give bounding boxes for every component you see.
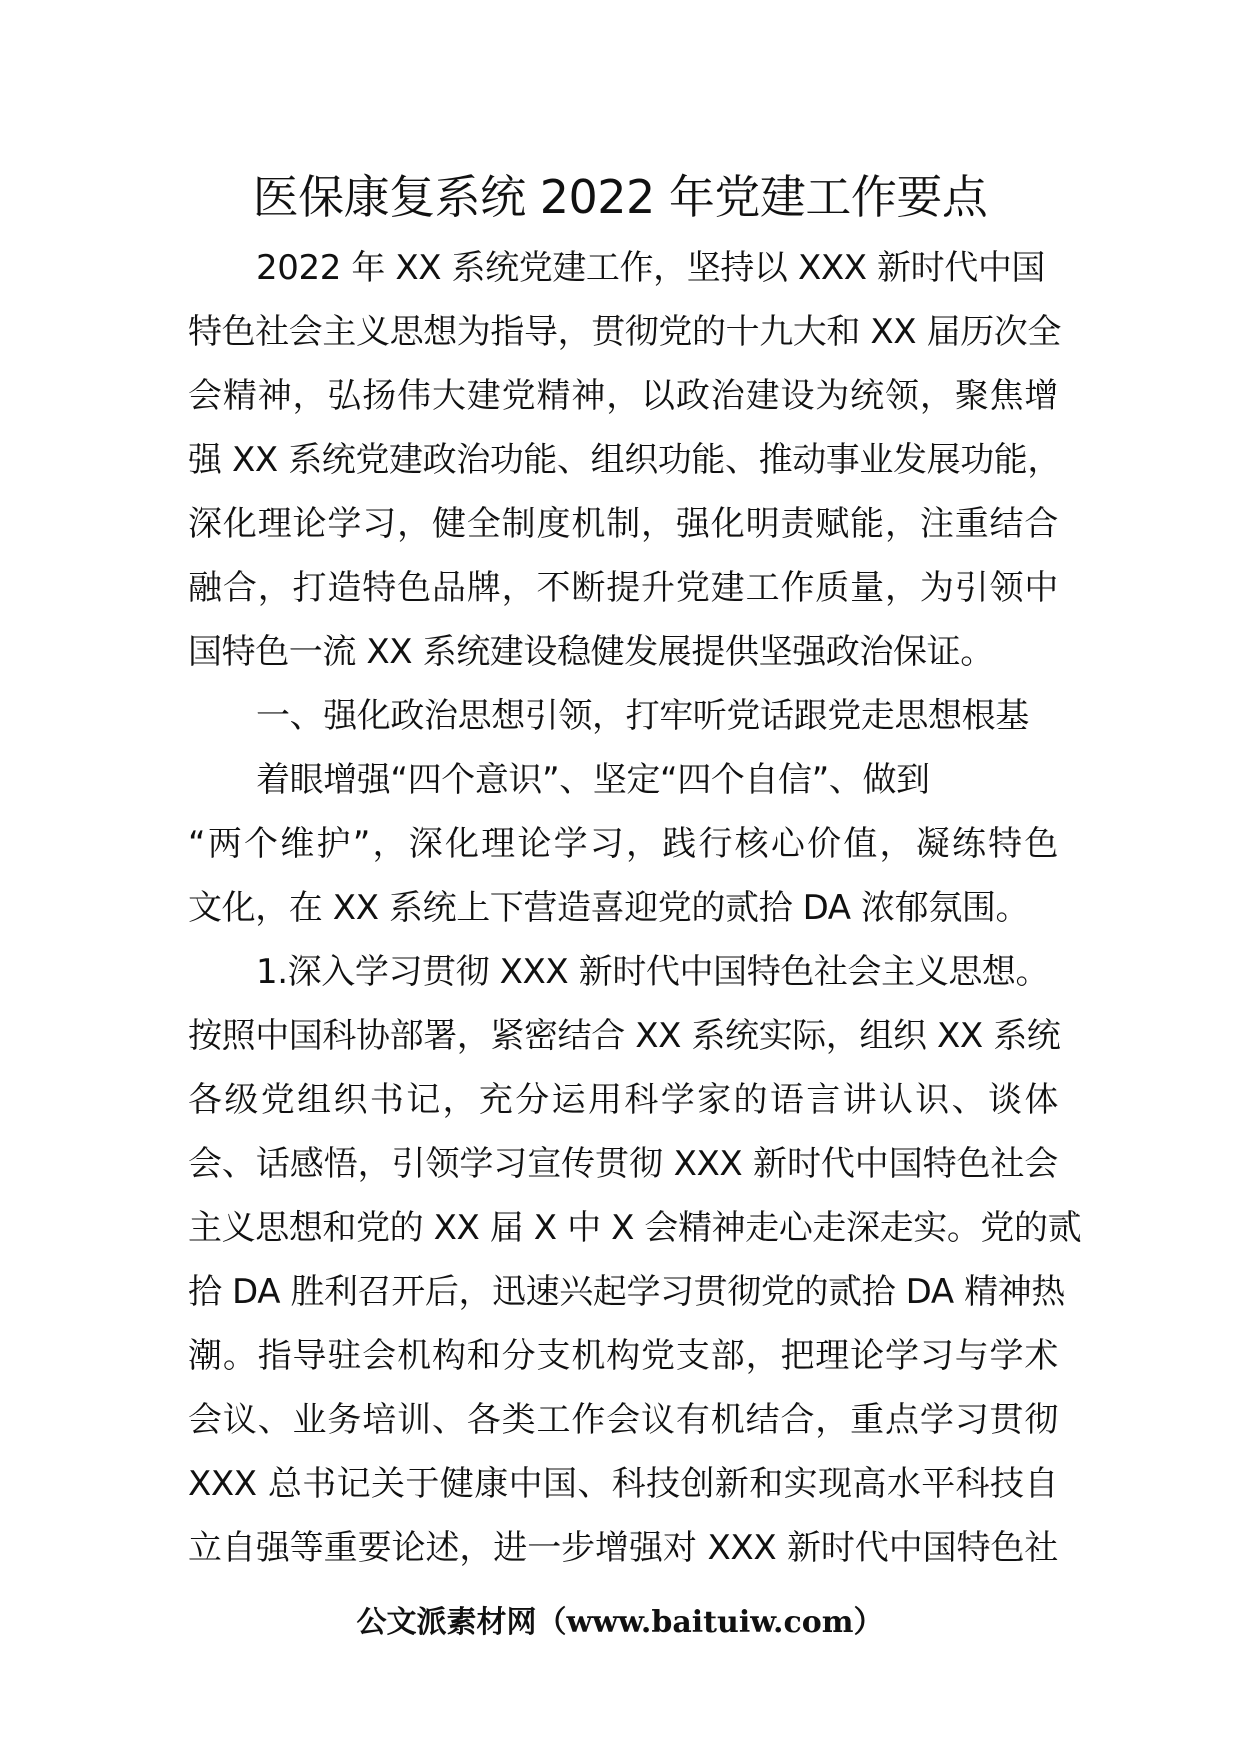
document-title: 医保康复系统 2022 年党建工作要点 [252, 170, 988, 224]
body-line: 1.深入学习贯彻 XXX 新时代中国特色社会主义思想。 [256, 952, 1050, 992]
body-line: 会议、业务培训、各类工作会议有机结合，重点学习贯彻 [188, 1400, 1058, 1440]
body-line: 主义思想和党的 XX 届 X 中 X 会精神走心走深走实。党的贰 [188, 1208, 1082, 1248]
body-line: 拾 DA 胜利召开后，迅速兴起学习贯彻党的贰拾 DA 精神热 [188, 1272, 1065, 1312]
body-line: 潮。指导驻会机构和分支机构党支部，把理论学习与学术 [188, 1336, 1058, 1376]
section-heading: 一、强化政治思想引领，打牢听党话跟党走思想根基 [256, 696, 1029, 736]
body-line: 文化，在 XX 系统上下营造喜迎党的贰拾 DA 浓郁氛围。 [188, 888, 1030, 928]
body-line: 深化理论学习，健全制度机制，强化明责赋能，注重结合 [188, 504, 1058, 544]
body-line: 2022 年 XX 系统党建工作，坚持以 XXX 新时代中国 [256, 248, 1046, 288]
body-line: 会、话感悟，引领学习宣传贯彻 XXX 新时代中国特色社会 [188, 1144, 1058, 1184]
footer-watermark: 公文派素材网（www.baituiw.com） [356, 1605, 884, 1640]
body-line: 着眼增强“四个意识”、坚定“四个自信”、做到 [256, 760, 930, 800]
body-line: 会精神，弘扬伟大建党精神，以政治建设为统领，聚焦增 [188, 376, 1058, 416]
body-line: 特色社会主义思想为指导，贯彻党的十九大和 XX 届历次全 [188, 312, 1061, 352]
document-body [188, 236, 1082, 1580]
body-line: 各级党组织书记，充分运用科学家的语言讲认识、谈体 [188, 1080, 1058, 1120]
body-line: XXX 总书记关于健康中国、科技创新和实现高水平科技自 [188, 1464, 1058, 1504]
body-line: 国特色一流 XX 系统建设稳健发展提供坚强政治保证。 [188, 632, 994, 672]
body-line: 融合，打造特色品牌，不断提升党建工作质量，为引领中 [188, 568, 1058, 608]
body-line: 按照中国科协部署，紧密结合 XX 系统实际，组织 XX 系统 [188, 1016, 1061, 1056]
body-line: 立自强等重要论述，进一步增强对 XXX 新时代中国特色社 [188, 1528, 1058, 1568]
body-line: “两个维护”，深化理论学习，践行核心价值，凝练特色 [188, 824, 1058, 864]
body-line: 强 XX 系统党建政治功能、组织功能、推动事业发展功能， [188, 440, 1061, 480]
